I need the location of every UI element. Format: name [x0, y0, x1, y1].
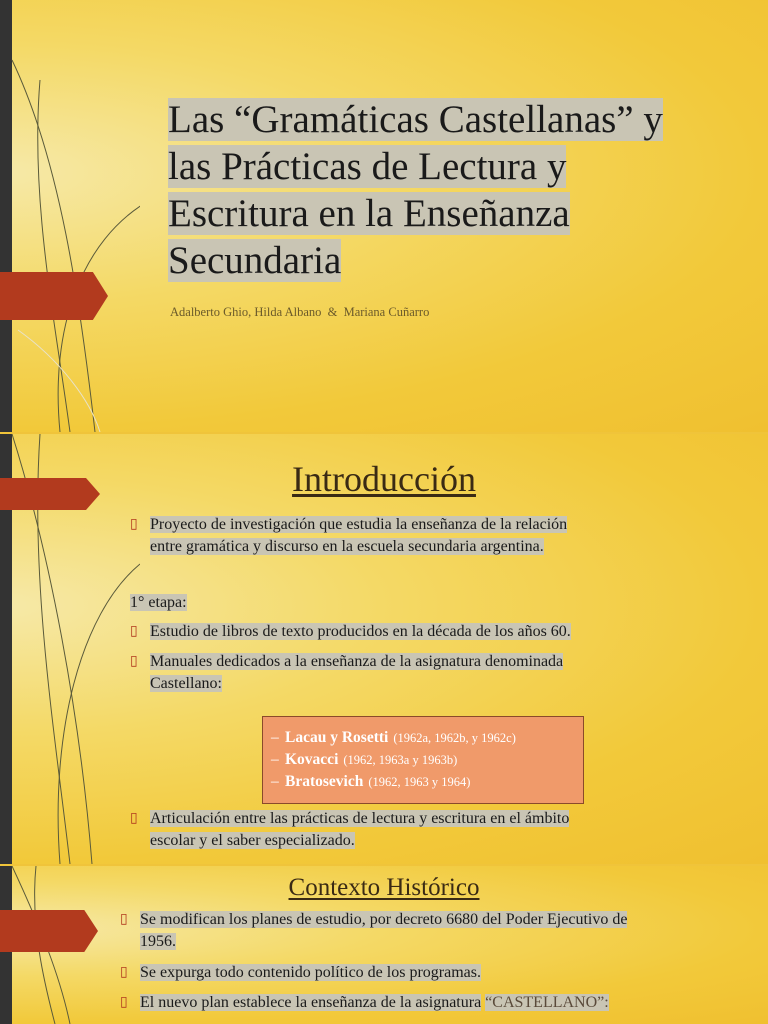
author-entry: – Lacau y Rosetti (1962a, 1962b, y 1962c) — [271, 727, 583, 749]
bullet-arrow-icon: ▯ — [120, 995, 128, 1010]
bullet-arrow-icon: ▯ — [130, 624, 138, 639]
slide-left-bar — [0, 0, 12, 432]
list-item: ▯ Proyecto de investigación que estudia la enseñanza de la relación entre gramática y discurso en la escuela secundaria argentina. — [130, 516, 568, 555]
author-entry: – Bratosevich (1962, 1963 y 1964) — [271, 771, 583, 793]
list-item: ▯ El nuevo plan establece la enseñanza de la asignatura “CASTELLANO”: — [140, 992, 730, 1014]
dash-icon: – — [271, 773, 279, 790]
bullet-arrow-icon: ▯ — [130, 654, 138, 669]
title-line: Las “Gramáticas Castellanas” y — [168, 98, 663, 141]
author-entry: – Kovacci (1962, 1963a y 1963b) — [271, 749, 583, 771]
title-slide — [0, 0, 768, 432]
dash-icon: – — [271, 729, 279, 746]
list-item: ▯ Estudio de libros de texto producidos en la década de los años 60. — [150, 621, 710, 643]
textbook-authors-box — [262, 716, 584, 804]
section-heading: Introducción — [292, 459, 476, 499]
slide-tag-marker — [0, 272, 108, 320]
title-line: las Prácticas de Lectura y — [168, 145, 567, 188]
introduction-slide — [0, 434, 768, 864]
slide-tag-marker — [0, 910, 98, 952]
bullet-arrow-icon: ▯ — [130, 517, 138, 532]
list-item: ▯ Manuales dedicados a la enseñanza de la asignatura denominada Castellano: — [130, 653, 564, 692]
authors-line: Adalberto Ghio, Hilda Albano & Mariana Cuñarro — [170, 305, 430, 319]
title-line: Escritura en la Enseñanza — [168, 192, 570, 235]
title-line: Secundaria — [168, 239, 342, 282]
bullet-arrow-icon: ▯ — [120, 965, 128, 980]
list-item: ▯ Se modifican los planes de estudio, por decreto 6680 del Poder Ejecutivo de 1956. — [120, 911, 628, 950]
list-item: ▯ Articulación entre las prácticas de lectura y escritura en el ámbito escolar y el saber especializado. — [130, 810, 570, 849]
list-item: ▯ Se expurga todo contenido político de los programas. — [140, 962, 730, 984]
decorative-curves — [0, 0, 140, 432]
section-heading: Contexto Histórico — [288, 874, 480, 901]
bullet-arrow-icon: ▯ — [120, 912, 128, 927]
stage-label: 1° etapa: — [130, 594, 187, 611]
bullet-arrow-icon: ▯ — [130, 811, 138, 826]
dash-icon: – — [271, 751, 279, 768]
presentation-title — [168, 96, 728, 284]
historical-context-slide — [0, 866, 768, 1024]
